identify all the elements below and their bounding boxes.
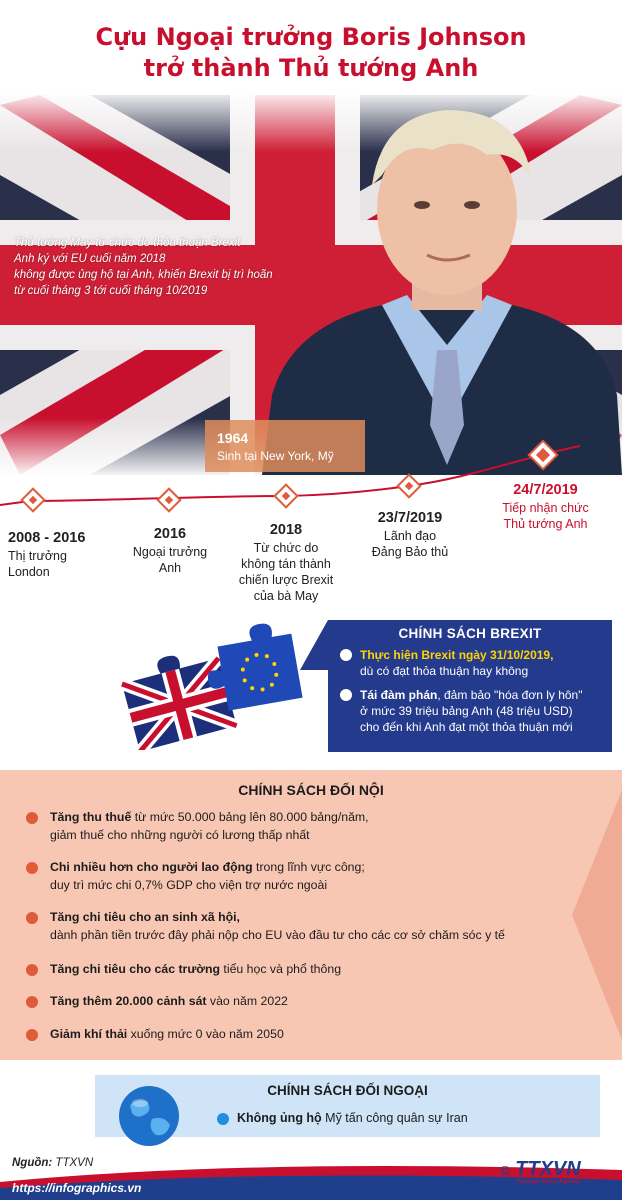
- brexit-policy-panel: [328, 620, 612, 752]
- domestic-decoration: [552, 770, 622, 1060]
- domestic-item-text: trong lĩnh vực công;: [252, 860, 365, 874]
- domestic-item-text: giảm thuế cho những người có lương thấp nhất: [50, 828, 310, 842]
- timeline-text: không tán thành: [241, 557, 331, 571]
- timeline-year: 24/7/2019: [513, 482, 578, 498]
- bullet-icon: [26, 996, 38, 1008]
- domestic-item-bold: Tăng chi tiêu cho các trường: [50, 962, 221, 976]
- timeline-text: Lãnh đạo: [383, 529, 437, 543]
- copyright-icon: ©: [500, 1163, 510, 1178]
- foreign-item-text: Mỹ tấn công quân sự Iran: [321, 1111, 468, 1125]
- domestic-item-bold: Chi nhiều hơn cho người lao động: [50, 860, 253, 874]
- domestic-item-text: dành phần tiền trước đây phải nộp cho EU vào đầu tư cho các cơ sở chăm sóc y tế: [50, 928, 505, 942]
- domestic-item: [26, 960, 586, 978]
- hero-note-line: Anh ký với EU cuối năm 2018: [14, 253, 166, 265]
- logo-subtitle: Vietnam News Agency: [516, 1179, 581, 1185]
- timeline-text: Tiếp nhận chức: [502, 501, 589, 515]
- domestic-heading: CHÍNH SÁCH ĐỐI NỘI: [238, 782, 384, 798]
- domestic-item-text: tiểu học và phổ thông: [220, 962, 342, 976]
- timeline-text: Từ chức do: [253, 541, 319, 555]
- brexit-item-text: dù có đạt thỏa thuận hay không: [360, 664, 529, 678]
- logo-text: TTXVN: [515, 1158, 581, 1180]
- timeline-text: Ngoại trưởng: [132, 545, 208, 559]
- uk-eu-puzzle-illustration: [118, 620, 308, 750]
- hero-section: [0, 95, 622, 475]
- timeline-text: Anh: [158, 561, 182, 575]
- globe-icon: [118, 1085, 180, 1147]
- brexit-item: [340, 647, 600, 679]
- domestic-policy-section: [0, 770, 622, 1060]
- timeline-marker-23-7-2019: [398, 475, 421, 498]
- hero-note-line: Thủ tướng May từ chức do thỏa thuận Brexit: [14, 237, 241, 249]
- timeline-marker-24-7-2019: [529, 441, 557, 469]
- domestic-item: [26, 808, 586, 844]
- timeline-item-23-7-2019: [355, 510, 465, 560]
- bullet-icon: [26, 862, 38, 874]
- foreign-heading: CHÍNH SÁCH ĐỐI NGOẠI: [267, 1083, 428, 1098]
- source-value: TTXVN: [52, 1157, 94, 1169]
- page-title: [0, 22, 622, 84]
- ttxvn-logo: [500, 1158, 581, 1185]
- domestic-item: [26, 858, 586, 894]
- timeline-year: 23/7/2019: [377, 510, 443, 526]
- timeline-text: của bà May: [253, 589, 319, 603]
- source-credit: [12, 1157, 93, 1169]
- brexit-item: [340, 687, 600, 735]
- brexit-item-text: , đảm bảo "hóa đơn ly hôn": [437, 688, 583, 702]
- domestic-item-text: duy trì mức chi 0,7% GDP cho viện trợ nước ngoài: [50, 878, 328, 892]
- title-line2: trở thành Thủ tướng Anh: [143, 54, 479, 82]
- bullet-icon: [26, 1029, 38, 1041]
- timeline-marker-2016: [158, 489, 181, 512]
- bullet-icon: [26, 912, 38, 924]
- domestic-item-bold: Tăng thu thuế: [50, 810, 132, 824]
- timeline-text: Đảng Bảo thủ: [371, 545, 449, 559]
- domestic-item: [26, 1025, 586, 1043]
- bullet-icon: [217, 1113, 229, 1125]
- timeline-text: Thủ tướng Anh: [503, 517, 588, 531]
- timeline-year: 2018: [269, 522, 303, 538]
- timeline-text: Thị trưởng: [8, 549, 67, 563]
- brexit-panel-arrow: [300, 620, 330, 670]
- timeline-item-24-7-2019: [488, 482, 603, 532]
- domestic-item-bold: Tăng chi tiêu cho an sinh xã hội,: [50, 910, 240, 924]
- career-timeline: [0, 438, 622, 608]
- timeline-text: London: [8, 565, 50, 579]
- timeline-marker-2008: [22, 489, 45, 512]
- domestic-item-text: vào năm 2022: [206, 994, 288, 1008]
- bullet-icon: [26, 812, 38, 824]
- timeline-year: 2016: [153, 526, 187, 542]
- timeline-item-2008: [8, 530, 108, 580]
- domestic-item: [26, 992, 586, 1010]
- birth-text: Sinh tại New York, Mỹ: [217, 449, 334, 463]
- hero-note-line: không được ủng hộ tại Anh, khiến Brexit bị trì hoãn: [14, 269, 273, 281]
- foreign-item: [217, 1111, 468, 1125]
- birth-year: 1964: [217, 430, 249, 446]
- timeline-year: 2008 - 2016: [8, 530, 86, 546]
- brexit-item-bold: Tái đàm phán: [360, 688, 438, 702]
- title-line1: Cựu Ngoại trưởng Boris Johnson: [95, 23, 527, 51]
- domestic-item-text: từ mức 50.000 bảng lên 80.000 bảng/năm,: [131, 810, 369, 824]
- timeline-marker-2018: [275, 485, 298, 508]
- brexit-item-text: ở mức 39 triệu bảng Anh (48 triệu USD): [360, 704, 573, 718]
- hero-note-line: từ cuối tháng 3 tới cuối tháng 10/2019: [14, 285, 208, 297]
- timeline-item-2016: [120, 526, 220, 576]
- domestic-item-text: xuống mức 0 vào năm 2050: [127, 1027, 284, 1041]
- domestic-item: [26, 908, 586, 944]
- site-link[interactable]: https://infographics.vn: [12, 1181, 142, 1195]
- bullet-icon: [340, 649, 352, 661]
- bullet-icon: [26, 964, 38, 976]
- brexit-item-text: cho đến khi Anh đạt một thỏa thuận mới: [360, 720, 573, 734]
- brexit-item-highlight: Thực hiện Brexit ngày 31/10/2019,: [360, 648, 554, 662]
- brexit-heading: CHÍNH SÁCH BREXIT: [398, 626, 542, 641]
- timeline-item-2018: [231, 522, 341, 604]
- source-label: Nguồn:: [12, 1157, 53, 1169]
- bullet-icon: [340, 689, 352, 701]
- domestic-item-bold: Tăng thêm 20.000 cảnh sát: [50, 994, 207, 1008]
- domestic-item-bold: Giảm khí thải: [50, 1027, 128, 1041]
- timeline-text: chiến lược Brexit: [238, 573, 334, 587]
- foreign-item-bold: Không ủng hộ: [237, 1111, 322, 1125]
- hero-note: [14, 235, 314, 299]
